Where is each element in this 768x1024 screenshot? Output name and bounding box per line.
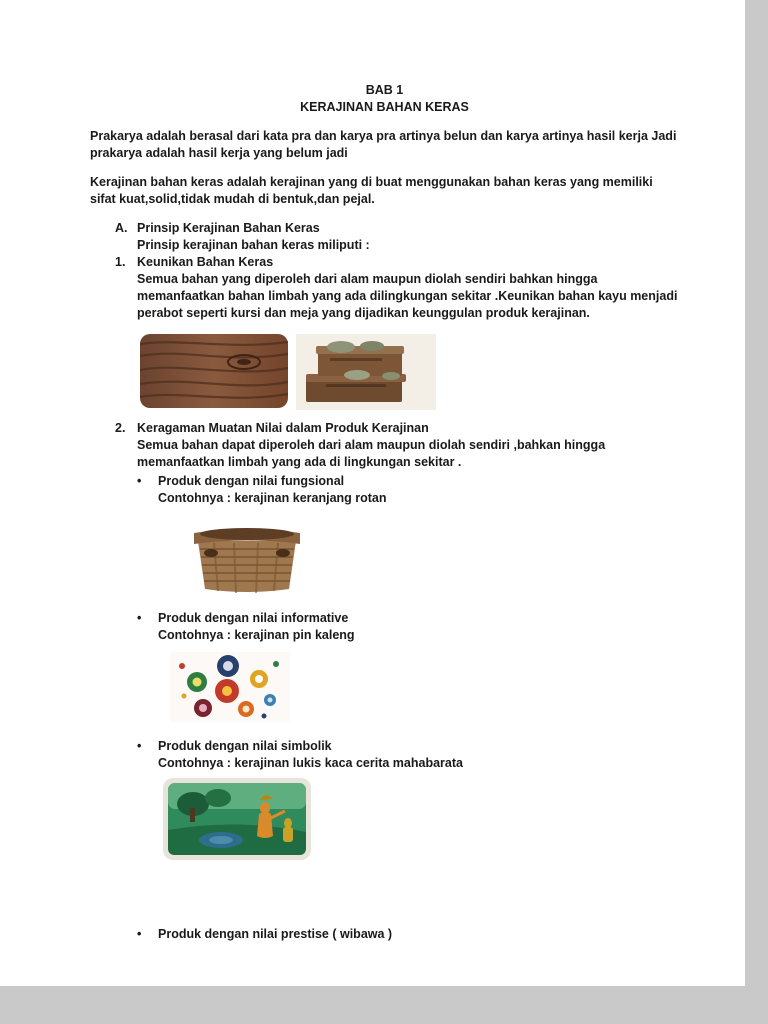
bullet-title: Produk dengan nilai fungsional bbox=[158, 474, 345, 488]
section-a-marker: A. bbox=[115, 221, 128, 235]
point-1-figures bbox=[140, 334, 679, 410]
intro-paragraph-2: Kerajinan bahan keras adalah kerajinan yang di buat menggunakan bahan keras yang memiliki sifat kuat,solid,tidak mudah di bentuk,dan pejal. bbox=[90, 175, 653, 206]
point-1-marker: 1. bbox=[115, 255, 126, 269]
bullet-example-simbolik: Contohnya : kerajinan lukis kaca cerita mahabarata bbox=[158, 756, 463, 770]
carved-wood-boxes-image bbox=[296, 334, 436, 410]
glass-painting-image bbox=[163, 778, 311, 860]
section-a-intro: Prinsip kerajinan bahan keras miliputi : bbox=[137, 238, 370, 252]
bullet-icon: • bbox=[137, 611, 142, 625]
bullet-icon: • bbox=[137, 739, 142, 753]
point-1-body: Semua bahan yang diperoleh dari alam maupun diolah sendiri bahkan hingga memanfaatkan bahan limbah yang ada dilingkungan sekitar .Keunikan bahan kayu menjadi perabot seperti kursi dan meja yang dijadikan keunggulan produk kerajinan. bbox=[137, 272, 678, 320]
point-1-heading-row bbox=[115, 254, 679, 271]
bullet-title: Produk dengan nilai informative bbox=[158, 611, 349, 625]
bullet-item-informative bbox=[137, 610, 679, 627]
bullet-example-informative: Contohnya : kerajinan pin kaleng bbox=[158, 628, 355, 642]
section-a-heading: Prinsip Kerajinan Bahan Keras bbox=[137, 221, 320, 235]
bullet-example-fungsional: Contohnya : kerajinan keranjang rotan bbox=[158, 491, 387, 505]
bullet-icon: • bbox=[137, 474, 142, 488]
wood-grain-image bbox=[140, 334, 288, 408]
point-2-heading: Keragaman Muatan Nilai dalam Produk Kerajinan bbox=[137, 421, 429, 435]
rattan-basket-image bbox=[178, 513, 316, 598]
intro-paragraph-1: Prakarya adalah berasal dari kata pra dan karya pra artinya belun dan karya artinya hasil kerja Jadi prakarya adalah hasil kerja yang belum jadi bbox=[90, 129, 677, 160]
bullet-title: Produk dengan nilai simbolik bbox=[158, 739, 332, 753]
chapter-number: BAB 1 bbox=[365, 83, 404, 97]
bullet-item-simbolik bbox=[137, 738, 679, 755]
bullet-icon: • bbox=[137, 927, 142, 941]
chapter-title: KERAJINAN BAHAN KERAS bbox=[300, 100, 469, 114]
bullet-item-prestise bbox=[137, 926, 679, 943]
point-2-heading-row bbox=[115, 420, 679, 437]
bullet-item-fungsional bbox=[137, 473, 679, 490]
section-a-heading-row bbox=[115, 220, 679, 237]
point-2-body: Semua bahan dapat diperoleh dari alam maupun diolah sendiri ,bahkan hingga memanfaatkan limbah yang ada di lingkungan sekitar . bbox=[137, 438, 606, 469]
figure-tin-pins bbox=[170, 652, 679, 722]
bullet-title: Produk dengan nilai prestise ( wibawa ) bbox=[158, 927, 393, 941]
point-2-marker: 2. bbox=[115, 421, 126, 435]
figure-rattan-basket bbox=[178, 513, 679, 598]
figure-glass-painting bbox=[163, 778, 679, 860]
tin-pins-image bbox=[170, 652, 290, 722]
point-1-heading: Keunikan Bahan Keras bbox=[137, 255, 274, 269]
